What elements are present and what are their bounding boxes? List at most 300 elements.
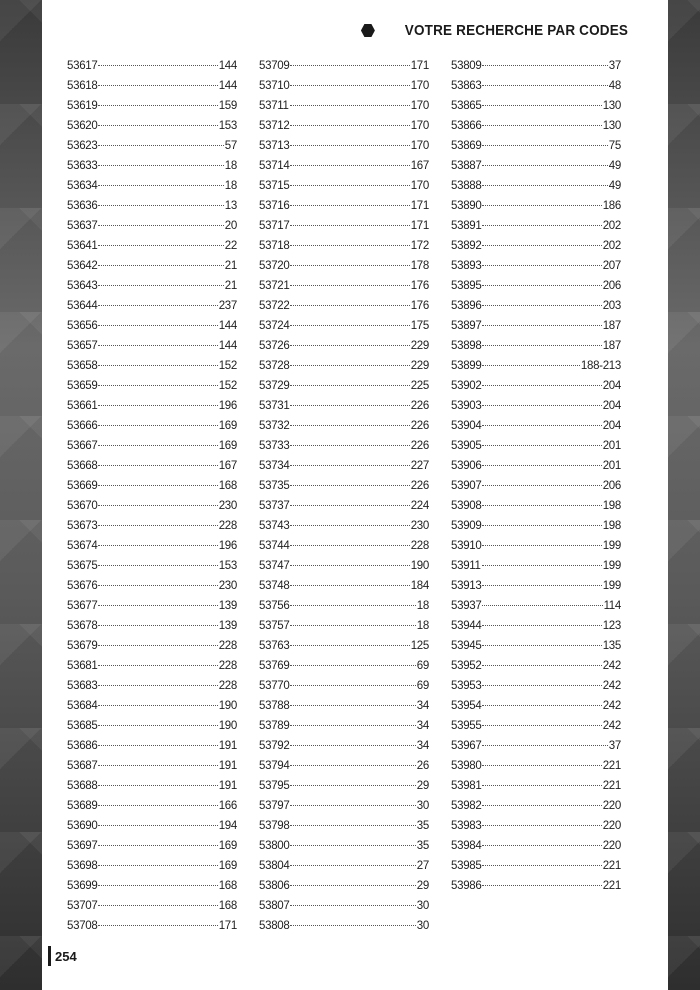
page-reference: 169 (218, 440, 237, 452)
page-reference: 18 (224, 180, 237, 192)
product-code: 53718 (259, 240, 290, 252)
page-reference: 169 (218, 840, 237, 852)
index-row (451, 96, 621, 116)
index-row (451, 856, 621, 876)
page-reference: 170 (410, 100, 429, 112)
index-row (451, 396, 621, 416)
dot-leader (98, 845, 217, 846)
index-row (67, 216, 237, 236)
page-reference: 187 (602, 340, 621, 352)
product-code: 53717 (259, 220, 290, 232)
index-row (451, 536, 621, 556)
product-code: 53905 (451, 440, 482, 452)
index-row (259, 436, 429, 456)
dot-leader (98, 785, 217, 786)
index-row (451, 656, 621, 676)
page-reference: 152 (218, 360, 237, 372)
page-footer (48, 946, 77, 966)
page-reference: 221 (602, 860, 621, 872)
product-code: 53808 (259, 920, 290, 932)
index-row (451, 376, 621, 396)
dot-leader (98, 405, 217, 406)
page-reference: 75 (608, 140, 621, 152)
dot-leader (482, 725, 601, 726)
page-reference: 171 (410, 60, 429, 72)
product-code: 53673 (67, 520, 98, 532)
dot-leader (98, 145, 223, 146)
dot-leader (98, 705, 217, 706)
product-code: 53907 (451, 480, 482, 492)
dot-leader (98, 585, 217, 586)
dot-leader (98, 865, 217, 866)
index-row (259, 616, 429, 636)
index-row (67, 916, 237, 936)
product-code: 53937 (451, 600, 482, 612)
page-reference: 176 (410, 280, 429, 292)
page-reference: 34 (416, 700, 429, 712)
dot-leader (482, 585, 601, 586)
product-code: 53795 (259, 780, 290, 792)
page-reference: 130 (602, 100, 621, 112)
product-code: 53661 (67, 400, 98, 412)
product-code: 53689 (67, 800, 98, 812)
dot-leader (482, 525, 601, 526)
dot-leader (98, 425, 217, 426)
product-code: 53699 (67, 880, 98, 892)
dot-leader (290, 365, 409, 366)
page-reference: 226 (410, 400, 429, 412)
product-code: 53619 (67, 100, 98, 112)
dot-leader (98, 625, 217, 626)
index-row (451, 316, 621, 336)
product-code: 53709 (259, 60, 290, 72)
product-code: 53967 (451, 740, 482, 752)
product-code: 53685 (67, 720, 98, 732)
page-reference: 170 (410, 140, 429, 152)
index-row (67, 656, 237, 676)
dot-leader (482, 485, 601, 486)
dot-leader (482, 345, 601, 346)
product-code: 53623 (67, 140, 98, 152)
product-code: 53633 (67, 160, 98, 172)
index-row (67, 96, 237, 116)
product-code: 53792 (259, 740, 290, 752)
index-row (67, 756, 237, 776)
page-reference: 48 (608, 80, 621, 92)
dot-leader (482, 385, 601, 386)
product-code: 53675 (67, 560, 98, 572)
index-row (259, 416, 429, 436)
page-reference: 169 (218, 420, 237, 432)
product-code: 53980 (451, 760, 482, 772)
index-row (259, 876, 429, 896)
index-row (67, 876, 237, 896)
index-column-2 (259, 56, 429, 936)
dot-leader (482, 465, 601, 466)
index-row (259, 456, 429, 476)
index-row (451, 56, 621, 76)
dot-leader (482, 65, 607, 66)
index-row (451, 736, 621, 756)
product-code: 53910 (451, 540, 482, 552)
page-reference: 169 (218, 860, 237, 872)
dot-leader (98, 765, 217, 766)
index-row (451, 216, 621, 236)
product-code: 53724 (259, 320, 290, 332)
product-code: 53732 (259, 420, 290, 432)
page-reference: 30 (416, 920, 429, 932)
page-reference: 30 (416, 900, 429, 912)
page-reference: 201 (602, 460, 621, 472)
index-row (67, 296, 237, 316)
index-row (451, 576, 621, 596)
page-reference: 207 (602, 260, 621, 272)
product-code: 53981 (451, 780, 482, 792)
index-column-1 (67, 56, 237, 936)
index-row (259, 56, 429, 76)
page-header (361, 22, 628, 39)
product-code: 53797 (259, 800, 290, 812)
dot-leader (290, 885, 415, 886)
product-code: 53620 (67, 120, 98, 132)
product-code: 53944 (451, 620, 482, 632)
product-code: 53690 (67, 820, 98, 832)
page-reference: 57 (224, 140, 237, 152)
index-row (451, 596, 621, 616)
product-code: 53982 (451, 800, 482, 812)
page-reference: 167 (218, 460, 237, 472)
dot-leader (290, 265, 409, 266)
dot-leader (482, 705, 601, 706)
dot-leader (482, 845, 601, 846)
page-reference: 29 (416, 780, 429, 792)
page-reference: 69 (416, 680, 429, 692)
index-row (259, 716, 429, 736)
dot-leader (482, 745, 607, 746)
product-code: 53708 (67, 920, 98, 932)
product-code: 53737 (259, 500, 290, 512)
product-code: 53984 (451, 840, 482, 852)
product-code: 53983 (451, 820, 482, 832)
page-reference: 201 (602, 440, 621, 452)
index-row (259, 356, 429, 376)
dot-leader (290, 525, 409, 526)
page-reference: 144 (218, 320, 237, 332)
dot-leader (290, 725, 415, 726)
product-code: 53669 (67, 480, 98, 492)
page-reference: 144 (218, 340, 237, 352)
dot-leader (482, 245, 601, 246)
product-code: 53681 (67, 660, 98, 672)
index-row (451, 276, 621, 296)
index-row (259, 736, 429, 756)
page-reference: 69 (416, 660, 429, 672)
page-reference: 229 (410, 360, 429, 372)
product-code: 53667 (67, 440, 98, 452)
page-reference: 242 (602, 660, 621, 672)
product-code: 53892 (451, 240, 482, 252)
product-code: 53678 (67, 620, 98, 632)
product-code: 53804 (259, 860, 290, 872)
dot-leader (482, 225, 601, 226)
product-code: 53794 (259, 760, 290, 772)
product-code: 53721 (259, 280, 290, 292)
index-row (259, 836, 429, 856)
product-code: 53734 (259, 460, 290, 472)
index-row (451, 816, 621, 836)
product-code: 53895 (451, 280, 482, 292)
index-row (451, 696, 621, 716)
page-reference: 167 (410, 160, 429, 172)
index-row (67, 536, 237, 556)
dot-leader (98, 685, 217, 686)
product-code: 53676 (67, 580, 98, 592)
index-row (451, 176, 621, 196)
dot-leader (290, 565, 409, 566)
product-code: 53906 (451, 460, 482, 472)
product-code: 53670 (67, 500, 98, 512)
dot-leader (482, 325, 601, 326)
index-row (259, 656, 429, 676)
product-code: 53904 (451, 420, 482, 432)
dot-leader (98, 465, 217, 466)
product-code: 53642 (67, 260, 98, 272)
dot-leader (98, 365, 217, 366)
page-reference: 199 (602, 580, 621, 592)
page-reference: 170 (410, 180, 429, 192)
dot-leader (290, 645, 409, 646)
page-reference: 206 (602, 280, 621, 292)
page-reference: 228 (218, 680, 237, 692)
index-row (67, 176, 237, 196)
index-row (67, 376, 237, 396)
dot-leader (482, 285, 601, 286)
dot-leader (98, 645, 217, 646)
index-row (451, 336, 621, 356)
dot-leader (290, 305, 409, 306)
page-reference: 176 (410, 300, 429, 312)
index-row (67, 356, 237, 376)
index-row (259, 596, 429, 616)
product-code: 53712 (259, 120, 290, 132)
dot-leader (98, 725, 217, 726)
page-reference: 229 (410, 340, 429, 352)
index-row (451, 296, 621, 316)
page-reference: 190 (410, 560, 429, 572)
dot-leader (290, 825, 415, 826)
dot-leader (98, 225, 223, 226)
index-row (451, 796, 621, 816)
page-reference: 186 (602, 200, 621, 212)
page-reference: 198 (602, 500, 621, 512)
page-reference: 37 (608, 740, 621, 752)
index-row (451, 356, 621, 376)
index-row (451, 456, 621, 476)
product-code: 53798 (259, 820, 290, 832)
product-code: 53945 (451, 640, 482, 652)
index-row (67, 56, 237, 76)
page-reference: 18 (224, 160, 237, 172)
dot-leader (290, 665, 415, 666)
dot-leader (482, 765, 601, 766)
page-reference: 175 (410, 320, 429, 332)
product-code: 53686 (67, 740, 98, 752)
index-row (451, 636, 621, 656)
page-reference: 49 (608, 160, 621, 172)
product-code: 53806 (259, 880, 290, 892)
page-reference: 221 (602, 760, 621, 772)
page-reference: 34 (416, 720, 429, 732)
page-reference: 49 (608, 180, 621, 192)
index-column-3 (451, 56, 621, 896)
index-row (259, 916, 429, 936)
product-code: 53729 (259, 380, 290, 392)
product-code: 53716 (259, 200, 290, 212)
index-row (451, 616, 621, 636)
index-row (67, 396, 237, 416)
dot-leader (98, 345, 217, 346)
index-row (67, 436, 237, 456)
page-reference: 139 (218, 600, 237, 612)
product-code: 53800 (259, 840, 290, 852)
index-row (451, 756, 621, 776)
index-row (451, 836, 621, 856)
index-row (451, 136, 621, 156)
index-row (67, 256, 237, 276)
product-code: 53711 (259, 100, 289, 112)
dot-leader (98, 185, 223, 186)
index-row (259, 516, 429, 536)
product-code: 53756 (259, 600, 290, 612)
product-code: 53903 (451, 400, 482, 412)
index-row (67, 336, 237, 356)
dot-leader (482, 785, 601, 786)
index-row (67, 576, 237, 596)
index-row (451, 476, 621, 496)
dot-leader (98, 205, 223, 206)
page-reference: 13 (224, 200, 237, 212)
background-decoration-left (0, 0, 42, 990)
dot-leader (482, 505, 601, 506)
product-code: 53863 (451, 80, 482, 92)
index-row (451, 516, 621, 536)
index-row (259, 196, 429, 216)
page-reference: 226 (410, 480, 429, 492)
product-code: 53679 (67, 640, 98, 652)
dot-leader (482, 865, 601, 866)
index-row (451, 236, 621, 256)
dot-leader (482, 665, 601, 666)
dot-leader (290, 145, 409, 146)
page-reference: 21 (224, 280, 237, 292)
index-row (67, 116, 237, 136)
dot-leader (98, 525, 217, 526)
dot-leader (482, 185, 607, 186)
product-code: 53733 (259, 440, 290, 452)
page-reference: 135 (602, 640, 621, 652)
page-reference: 194 (218, 820, 237, 832)
index-row (451, 76, 621, 96)
index-row (259, 536, 429, 556)
index-row (259, 376, 429, 396)
index-row (451, 256, 621, 276)
product-code: 53985 (451, 860, 482, 872)
dot-leader (98, 245, 223, 246)
product-code: 53955 (451, 720, 482, 732)
product-code: 53728 (259, 360, 290, 372)
index-row (259, 176, 429, 196)
dot-leader (290, 685, 415, 686)
dot-leader (98, 125, 217, 126)
product-code: 53720 (259, 260, 290, 272)
product-code: 53731 (259, 400, 290, 412)
index-row (451, 116, 621, 136)
index-row (67, 556, 237, 576)
page-reference: 21 (224, 260, 237, 272)
product-code: 53618 (67, 80, 98, 92)
product-code: 53869 (451, 140, 482, 152)
dot-leader (290, 785, 415, 786)
page-reference: 144 (218, 60, 237, 72)
index-row (259, 76, 429, 96)
dot-leader (482, 205, 601, 206)
index-row (451, 436, 621, 456)
page-reference: 204 (602, 420, 621, 432)
dot-leader (98, 825, 217, 826)
dot-leader (290, 905, 415, 906)
dot-leader (482, 425, 601, 426)
index-row (259, 796, 429, 816)
page-reference: 228 (218, 640, 237, 652)
page-number: 254 (55, 948, 77, 964)
page-reference: 203 (602, 300, 621, 312)
dot-leader (98, 105, 217, 106)
page-reference: 191 (218, 760, 237, 772)
index-row (451, 196, 621, 216)
index-row (67, 196, 237, 216)
page-reference: 168 (218, 900, 237, 912)
product-code: 53644 (67, 300, 98, 312)
page-reference: 190 (218, 700, 237, 712)
dot-leader (290, 625, 415, 626)
product-code: 53617 (67, 60, 98, 72)
page-reference: 191 (218, 780, 237, 792)
product-code: 53683 (67, 680, 98, 692)
dot-leader (98, 385, 217, 386)
index-row (259, 756, 429, 776)
index-row (67, 76, 237, 96)
dot-leader (98, 85, 217, 86)
page-reference: 230 (410, 520, 429, 532)
dot-leader (482, 645, 601, 646)
index-row (67, 796, 237, 816)
page-reference: 27 (416, 860, 429, 872)
dot-leader (482, 805, 601, 806)
product-code: 53953 (451, 680, 482, 692)
index-row (67, 276, 237, 296)
page-reference: 170 (410, 120, 429, 132)
product-code: 53789 (259, 720, 290, 732)
index-row (67, 136, 237, 156)
index-row (67, 236, 237, 256)
dot-leader (290, 745, 415, 746)
dot-leader (290, 405, 409, 406)
page-reference: 230 (218, 500, 237, 512)
page-reference: 35 (416, 840, 429, 852)
product-code: 53893 (451, 260, 482, 272)
page-reference: 191 (218, 740, 237, 752)
index-row (259, 476, 429, 496)
